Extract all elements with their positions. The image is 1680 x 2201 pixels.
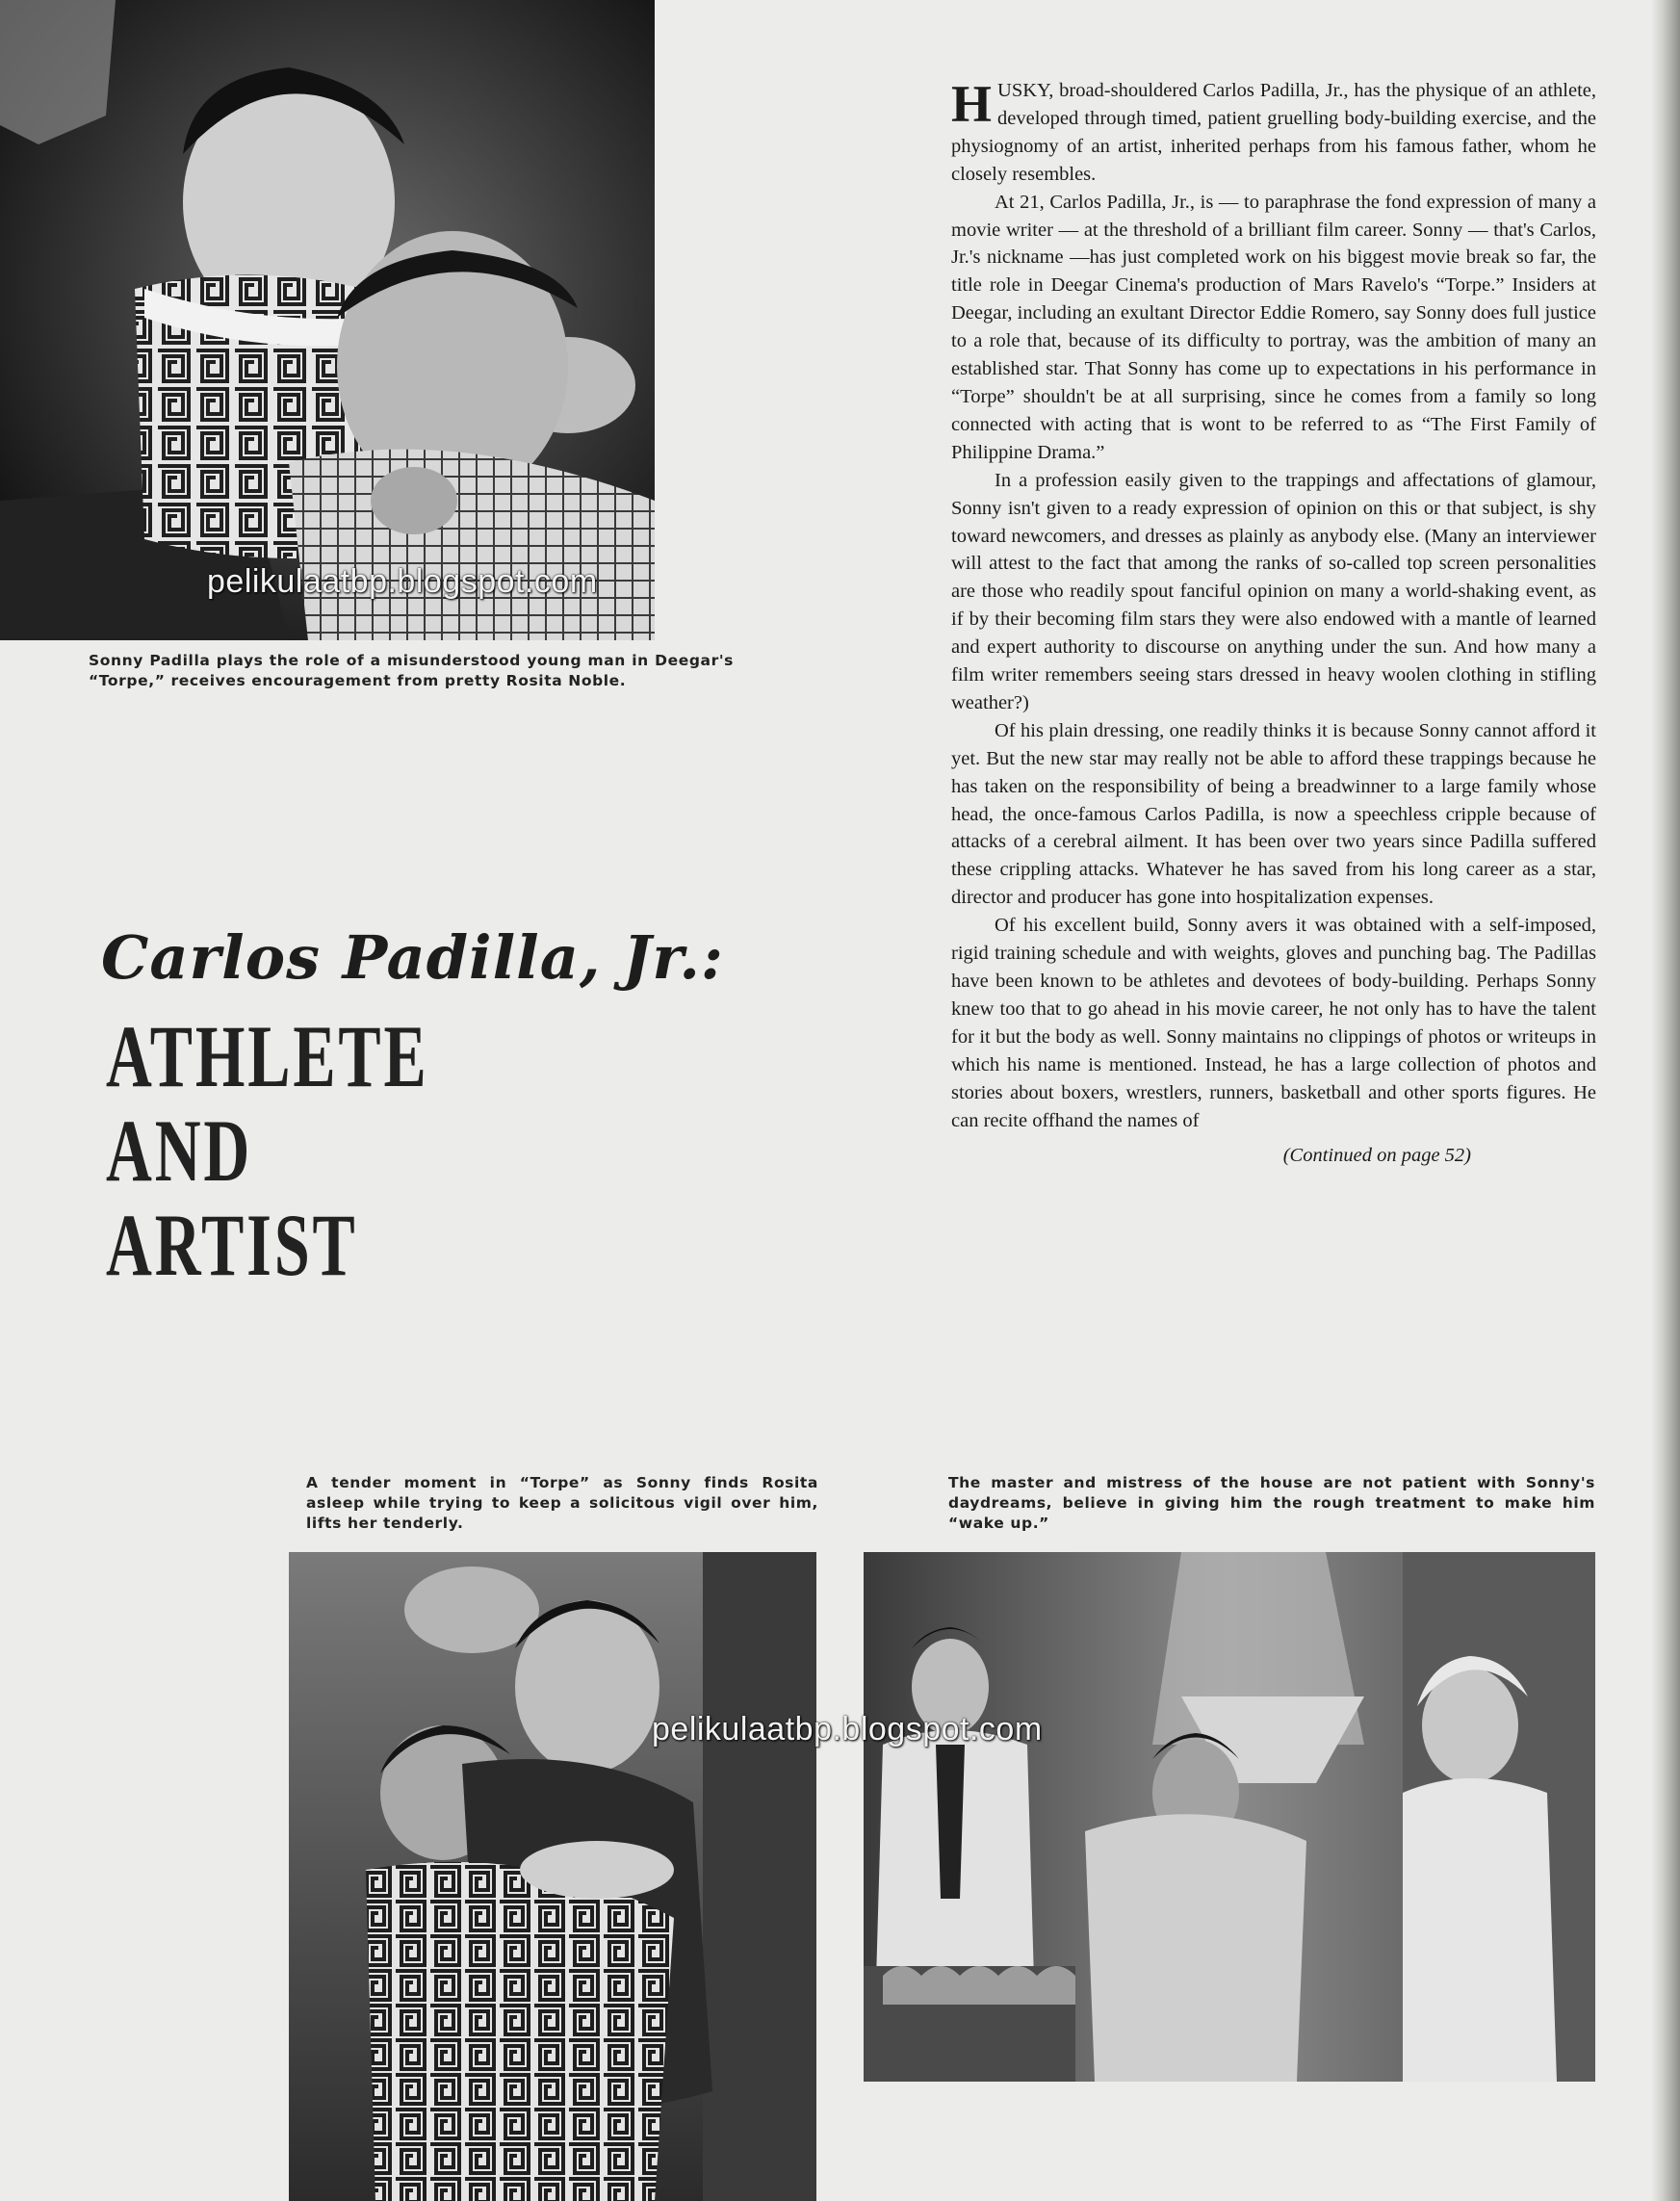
watermark-bottom: pelikulaatbp.blogspot.com: [652, 1711, 1043, 1748]
continued-notice: (Continued on page 52): [1282, 1145, 1471, 1167]
article-paragraph: At 21, Carlos Padilla, Jr., is — to paraphrase the fond expression of many a movie writer — at the threshold of a brilliant film career. Sonny — that's Carlos, Jr.'s nickname —has just completed work on his biggest movie break so far, the title role in Deegar Cinema's production of Mars Ravelo's “Torpe.” Insiders at Deegar, including an exultant Director Eddie Romero, say Sonny does full justice to a role that, because of its difficulty to portray, was the ambition of many an established star. That Sonny has come up to expectations in his performance in “Torpe” shouldn't be at all surprising, since he comes from a family so long connected with acting that is wont to be referred to as “The First Family of Philippine Drama.”: [951, 191, 1596, 463]
title-line-athlete: ATHLETE: [106, 1007, 429, 1105]
photo-bottom-left-illustration: [289, 1552, 816, 2201]
article-paragraph: Of his plain dressing, one readily thinks it is because Sonny cannot afford it yet. But the new star may really not be able to afford these trappings because he has taken on the responsibility of being a breadwinner to a large family whose head, the once-famous Carlos Padilla, is now a speechless cripple because of attacks of a cerebral ailment. It has been over two years since Padilla suffered these crippling attacks. Whatever he has saved from his long career as a star, director and producer has gone into hospitalization expenses.: [951, 719, 1596, 909]
title-block: [106, 1009, 429, 1292]
photo-sonny-lifts-rosita: [289, 1552, 816, 2201]
page-spine-shadow: [1651, 0, 1680, 2201]
article-paragraph: Of his excellent build, Sonny avers it was obtained with a self-imposed, rigid training schedule and with weights, gloves and punching bag. The Padillas have been known to be athletes and devotees of body-building. Perhaps Sonny knew too that to go ahead in his movie career, he not only has to have the talent for it but the body as well. Sonny maintains no clippings of photos or writeups in which his name is mentioned. Instead, he has a large collection of photos and stories about boxers, wrestlers, runners, basketball and other sports figures. He can recite offhand the names of: [951, 915, 1596, 1131]
photo-master-and-mistress: [652, 1552, 1595, 2082]
caption-bottom-left-photo: A tender moment in “Torpe” as Sonny finds Rosita asleep while trying to keep a solicitous vigil over him, lifts her tenderly.: [306, 1474, 818, 1532]
title-script-line: Carlos Padilla, Jr.:: [101, 922, 724, 993]
photo-top-illustration: [0, 0, 655, 640]
caption-top-photo: Sonny Padilla plays the role of a misunderstood young man in Deegar's “Torpe,” receives encouragement from pretty Rosita Noble.: [89, 652, 734, 689]
photo-sonny-and-rosita: [0, 0, 655, 640]
caption-bottom-right-photo: The master and mistress of the house are not patient with Sonny's daydreams, believe in giving him the rough treatment to make him “wake up.”: [948, 1474, 1595, 1532]
title-line-and: AND: [106, 1101, 253, 1200]
title-line-artist: ARTIST: [106, 1196, 358, 1294]
article-paragraph: In a profession easily given to the trappings and affectations of glamour, Sonny isn't given to a ready expression of opinion on this or that subject, is shy toward newcomers, and dresses as plainly as anybody else. (Many an interviewer will attest to the fact that among the ranks of so-called top screen personalities are those who readily spout fanciful opinion on many a world-shaking event, as if by their becoming film stars they were also endowed with a mantle of learned and expert authority to discourse on anything under the sun. And how many a film writer remembers seeing stars dressed in heavy woolen clothing in stifling weather?): [951, 469, 1596, 713]
photo-bottom-right-illustration: [864, 1552, 1595, 2082]
watermark-top: pelikulaatbp.blogspot.com: [207, 563, 598, 600]
drop-cap: H: [951, 75, 993, 133]
article-body: [951, 77, 1596, 1170]
article-paragraph: HUSKY, broad-shouldered Carlos Padilla, Jr., has the physique of an athlete, developed through timed, patient gruelling body-building exercise, and the physiognomy of an artist, inherited perhaps from his famous father, whom he closely resembles.: [951, 75, 1596, 185]
